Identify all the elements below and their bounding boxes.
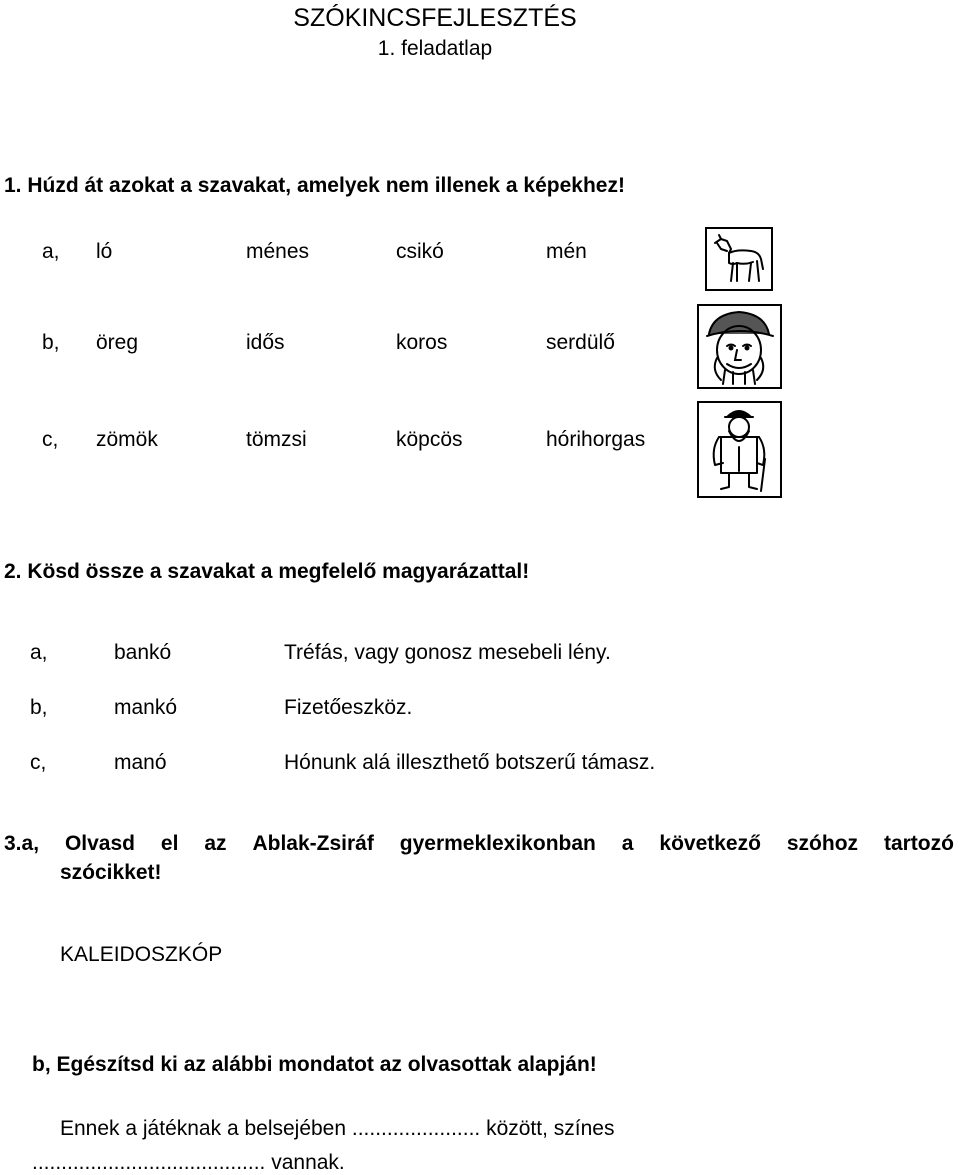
word-option[interactable]: öreg	[96, 331, 139, 354]
keyword: KALEIDOSZKÓP	[60, 943, 223, 966]
word-option[interactable]: hórihorgas	[546, 428, 646, 451]
word-option[interactable]: tömzsi	[246, 428, 307, 451]
page-title: SZÓKINCSFEJLESZTÉS	[293, 4, 577, 32]
match-word[interactable]: mankó	[114, 696, 178, 719]
row-label: a,	[42, 240, 60, 263]
task3-heading-word: el	[160, 832, 179, 855]
word-option[interactable]: ménes	[246, 240, 310, 263]
word-option[interactable]: idős	[246, 331, 285, 354]
row-label: c,	[42, 428, 59, 451]
task2-heading: 2. Kösd össze a szavakat a megfelelő magyarázattal!	[4, 560, 530, 583]
match-definition[interactable]: Tréfás, vagy gonosz mesebeli lény.	[284, 641, 611, 664]
old-man-face-icon	[697, 304, 782, 389]
task3b-heading: b, Egészítsd ki az alábbi mondatot az olvasottak alapján!	[32, 1053, 597, 1076]
word-option[interactable]: serdülő	[546, 331, 615, 354]
word-option[interactable]: ló	[96, 240, 113, 263]
task3-heading	[4, 832, 954, 856]
word-option[interactable]: koros	[396, 331, 448, 354]
row-label: b,	[30, 696, 48, 719]
task3-heading-word: tartozó	[883, 832, 954, 855]
word-option[interactable]: zömök	[96, 428, 158, 451]
word-option[interactable]: mén	[546, 240, 587, 263]
fill-in-sentence-line2[interactable]: ........................................ vannak.	[32, 1151, 345, 1174]
task1-heading: 1. Húzd át azokat a szavakat, amelyek nem illenek a képekhez!	[4, 174, 625, 197]
match-definition[interactable]: Fizetőeszköz.	[284, 696, 413, 719]
row-label: b,	[42, 331, 60, 354]
task3-heading-word: gyermeklexikonban	[399, 832, 596, 855]
row-label: a,	[30, 641, 48, 664]
horse-icon	[705, 227, 773, 291]
match-word[interactable]: manó	[114, 751, 167, 774]
page-subtitle: 1. feladatlap	[377, 37, 493, 60]
short-old-man-icon	[697, 401, 782, 498]
match-word[interactable]: bankó	[114, 641, 172, 664]
word-option[interactable]: köpcös	[396, 428, 463, 451]
word-option[interactable]: csikó	[396, 240, 444, 263]
task3-heading-word: a	[621, 832, 634, 855]
task3-heading-word: Ablak-Zsiráf	[252, 832, 374, 855]
task3-heading-continuation: szócikket!	[60, 861, 162, 884]
fill-in-sentence-line1[interactable]: Ennek a játéknak a belsejében ...................... között, színes	[60, 1117, 615, 1140]
task3-heading-word: Olvasd	[64, 832, 135, 855]
task3-heading-word: 3.a,	[4, 832, 40, 855]
task3-heading-word: következő	[659, 832, 761, 855]
row-label: c,	[30, 751, 47, 774]
task3-heading-word: szóhoz	[786, 832, 859, 855]
task3-heading-word: az	[204, 832, 227, 855]
match-definition[interactable]: Hónunk alá illeszthető botszerű támasz.	[284, 751, 656, 774]
